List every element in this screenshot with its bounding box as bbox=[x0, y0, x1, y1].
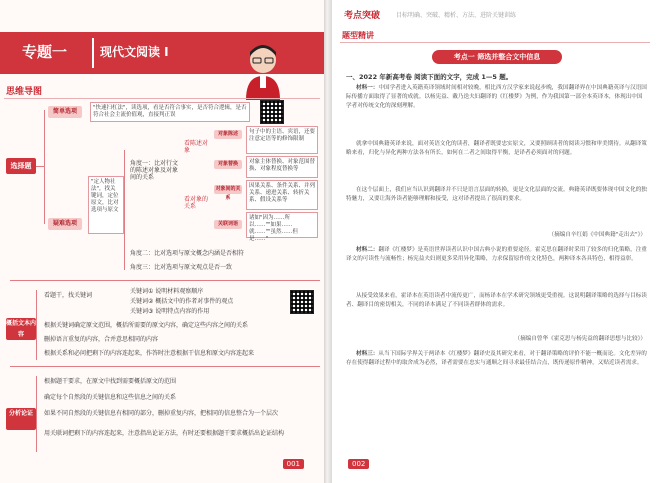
source-1: （摘编自辛红娟《中国典籍"走出去"》） bbox=[548, 232, 646, 238]
tag-conjunctions: 关联词语 bbox=[214, 220, 242, 229]
tag-object-statement: 对象陈述 bbox=[214, 130, 242, 139]
tag-object-relation: 对象间的关系 bbox=[215, 186, 241, 201]
qr-code-icon[interactable] bbox=[260, 100, 284, 124]
hard-option-note: "定人物社法"，找关键词，定位原文，比对选项与原文 bbox=[88, 176, 124, 234]
angle-one-subject: 看陈述对象 bbox=[184, 140, 209, 154]
question-prompt: 一、2022 年新高考卷 阅读下面的文字，完成 1—5 题。 bbox=[346, 73, 513, 81]
tag-hard-option: 疑难选项 bbox=[48, 218, 82, 230]
teacher-avatar-icon bbox=[236, 40, 290, 100]
section-title: 题型精讲 bbox=[342, 31, 374, 40]
angle-three: 角度三：比对选项与原文观点是否一致 bbox=[130, 264, 233, 271]
material-2 bbox=[346, 246, 648, 264]
tag-summary: 概括文本内容 bbox=[6, 320, 37, 338]
page-number: 002 bbox=[348, 459, 369, 469]
note-replace: 对象主体替换、对象范围替换、对象程度替换等 bbox=[246, 156, 318, 178]
top-subheading: 目标明确、突破、精析、方法、进阶关键训练 bbox=[396, 12, 517, 19]
connector bbox=[36, 166, 44, 167]
note-conjunction: 诸如"因为……所以……""如果……就……""虽然……但是……" bbox=[246, 212, 318, 238]
analysis-step-2: 确定每个自然段的关键信息和这些信息之间的关系 bbox=[44, 394, 177, 401]
key-point-label: 考点一 筛选并整合文中信息 bbox=[432, 50, 562, 64]
material-1-title: 材料一： bbox=[356, 85, 379, 91]
material-3-title: 材料三： bbox=[356, 351, 379, 357]
mindmap-heading: 思维导图 bbox=[6, 87, 43, 97]
connector bbox=[36, 376, 37, 452]
page-number: 001 bbox=[283, 459, 304, 469]
material-1 bbox=[346, 84, 648, 111]
angle-one-relation: 看对象的关系 bbox=[184, 196, 209, 210]
summary-step-2: 根据关键词确定原文范围，概括所需要的原文内容，确定这些内容之间的关系 bbox=[44, 322, 249, 329]
angle-two: 角度二：比对选项与原文概念内涵是否相符 bbox=[130, 250, 245, 257]
tag-analysis: 分析论证 bbox=[6, 408, 36, 430]
top-heading: 考点突破 bbox=[344, 11, 381, 21]
simple-option-note: "快速扫杠法"，读选项，看是否符合事实，是否符合逻辑，是否符合社会主流价值观，直接判正误 bbox=[90, 102, 250, 122]
chapter-title: 现代文阅读 Ⅰ bbox=[100, 45, 169, 59]
keyword-3: 关键词③ 说明特点内容的作用 bbox=[130, 308, 210, 315]
section-underline bbox=[340, 42, 650, 43]
divider bbox=[10, 280, 320, 281]
tag-object-replace: 对象替换 bbox=[214, 160, 242, 169]
left-page bbox=[0, 0, 324, 483]
paragraph-3: 在这个层面上，我们应当认识到翻译并不只是语言层面的转换，更是文化层面的交流。典籍英译既要体现中国文化的独特魅力，又要让海外读者能够理解和接受，这对译者提出了很高的要求。 bbox=[346, 187, 647, 202]
book-gutter bbox=[324, 0, 332, 483]
summary-step-1: 看题干，找关键词 bbox=[44, 292, 93, 299]
paragraph-4: 翻译《红楼梦》是英语世界读者认识中国古典小说的重要途径。霍克思在翻译时采用了较多的归化策略，注重译文的可读性与流畅性；杨宪益夫妇则更多采用异化策略，力求保留原作的文化特色，两种译本各具特色，相得益彰。 bbox=[346, 247, 647, 262]
tag-choice-question: 选择题 bbox=[6, 158, 36, 174]
connector bbox=[44, 110, 45, 224]
keyword-2: 关键词② 概括文中的作者对事件的观点 bbox=[130, 298, 234, 305]
right-page bbox=[332, 0, 660, 483]
chapter-banner bbox=[0, 32, 324, 74]
angle-one: 角度一：比对行文的陈述对象及对象间的关系 bbox=[130, 160, 179, 181]
paragraph-1: 中国学者进入英籍英译领域时间相对较晚，相比西方汉学家来说起步晚，我国翻译界在中国典籍英译与汉语国际传播方面取得了显著的成就。以杨宪益、戴乃迭夫妇翻译的《红楼梦》为例，作为我国第一部全本英译本，体现出中国学者对传统文化的深刻理解。 bbox=[346, 85, 647, 109]
source-2: （摘编自曾华《霍克思与杨宪益的翻译思想与比较》） bbox=[514, 336, 646, 342]
keyword-1: 关键词① 说明材料观察顺序 bbox=[130, 288, 204, 295]
connector bbox=[36, 290, 37, 360]
banner-divider bbox=[92, 38, 94, 68]
divider bbox=[10, 366, 320, 367]
material-2-title: 材料二： bbox=[356, 247, 379, 253]
summary-step-3: 删掉语言重复的内容，合并意思相同的内容 bbox=[44, 336, 159, 343]
note-relation: 因果关系、条件关系、并列关系、递进关系、转折关系、假设关系等 bbox=[246, 180, 318, 210]
connector bbox=[124, 150, 125, 270]
paragraph-2: 就拿中国典籍英译来说，面对英语文化的读者，翻译者既要忠实原文，又要照顾读者的阅读习惯和审美期待。从翻译策略来看，归化与异化两种方法各有所长，如何在二者之间取得平衡，是译者必须面对的问题。 bbox=[346, 141, 647, 156]
material-3 bbox=[346, 350, 648, 368]
paragraph-6: 从当下国际学界关于两译本《红楼梦》翻译史及其研究来看，对于翻译策略的评价不能一概而论。文化差异的存在使得翻译过程中的取舍成为必然，译者需要在忠实与通顺之间寻求最佳结合点，既传递原作精神，又贴近读者需求。 bbox=[346, 351, 647, 366]
note-subject: 句子中的主语、宾语，还要注意定语等的修饰限制 bbox=[246, 126, 318, 154]
analysis-step-1: 根据题干要求，在原文中找到需要概括原文的范围 bbox=[44, 378, 177, 385]
paragraph-5: 从接受效果来看，霍译本在英语读者中流传更广，而杨译本在学术研究领域更受重视。这说明翻译策略的选择与目标读者、翻译目的密切相关，不同的译本满足了不同读者群体的需求。 bbox=[346, 293, 647, 308]
heading-underline bbox=[4, 98, 320, 99]
chapter-label: 专题一 bbox=[22, 43, 68, 61]
analysis-step-4: 用关联词把剩下的内容连起来，注意指出论证方法，有时还要根据题干要求概括出论证结构 bbox=[44, 430, 285, 437]
tag-simple-option: 简单选项 bbox=[48, 106, 82, 118]
qr-code-icon[interactable] bbox=[290, 290, 314, 314]
summary-step-4: 根据关系和必问把剩下的内容连起来，作答时注意根据干信息和原文内容连起来 bbox=[44, 350, 255, 357]
analysis-step-3: 如果不同自然段的关键信息有相同的部分，删掉重复内容，把相同的信息整合为一个层次 bbox=[44, 410, 279, 417]
